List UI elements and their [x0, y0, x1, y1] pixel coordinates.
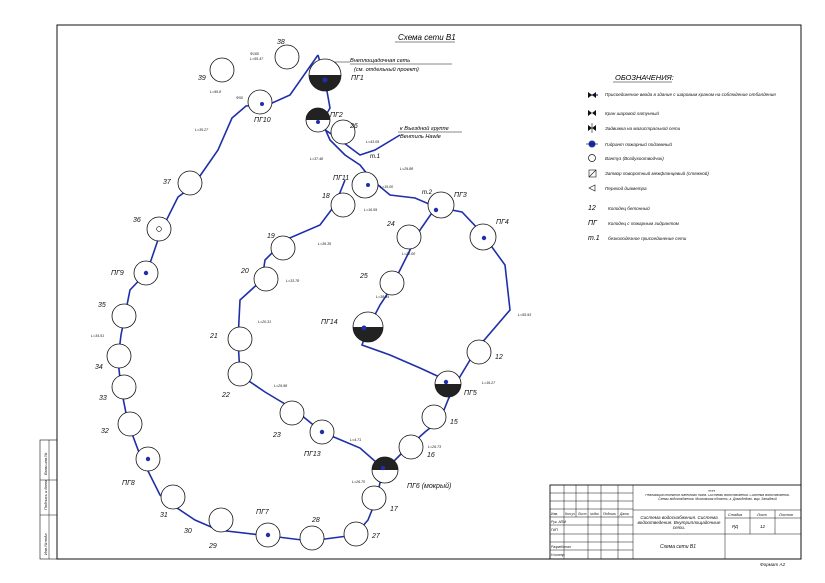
tb-col-1: Изм. — [551, 512, 559, 516]
well-35[interactable] — [112, 304, 136, 328]
hydrant-labels — [111, 75, 509, 516]
ball-valve-icon — [588, 110, 596, 116]
label-15: 15 — [450, 419, 458, 426]
well-20[interactable] — [254, 267, 278, 291]
note-t2: т.2 — [422, 190, 432, 196]
label-21: 21 — [210, 333, 218, 340]
label-35: 35 — [98, 302, 106, 309]
well-27[interactable] — [344, 522, 368, 546]
stamp-sign: Подпись и дата — [43, 479, 48, 510]
title-block — [550, 485, 801, 559]
label-pg7: ПГ7 — [256, 509, 269, 516]
well-31[interactable] — [161, 485, 185, 509]
label-27: 27 — [372, 533, 380, 540]
label-24: 24 — [387, 221, 395, 228]
well-pg11[interactable] — [352, 172, 378, 198]
legend-text-1: Присоединение ввода в здание с шаровым краном на соблюдение отбалдения — [605, 92, 776, 97]
label-16: 16 — [427, 452, 435, 459]
tb-col-2: Кол.уч — [565, 512, 575, 516]
label-34: 34 — [95, 364, 103, 371]
label-38: 38 — [277, 39, 285, 46]
pipe-l-4: L=37.48 — [310, 157, 324, 161]
label-pg3: ПГ3 — [454, 192, 467, 199]
fittings-layer — [144, 78, 486, 538]
legend-key-10: т.1 — [588, 235, 600, 242]
label-pg6: ПГ6 (мокрый) — [407, 483, 452, 490]
pipe-l-13: L=20.31 — [258, 320, 272, 324]
well-15[interactable] — [422, 405, 446, 429]
tb-col-5: Подпись — [603, 512, 617, 516]
butterfly-valve-icon — [589, 170, 596, 177]
well-22[interactable] — [228, 362, 252, 386]
well-28[interactable] — [300, 526, 324, 550]
tb-col-4: №док — [590, 512, 599, 516]
well-labels — [95, 39, 503, 550]
well-29[interactable] — [209, 508, 233, 532]
label-37: 37 — [163, 179, 171, 186]
tb-col-6: Дата — [620, 512, 629, 516]
pipe-l-6: L=29.88 — [400, 167, 414, 171]
label-30: 30 — [184, 528, 192, 535]
pipe-l-5: L=43.09 — [366, 140, 380, 144]
pipe-l-19: L=55.93 — [518, 313, 532, 317]
well-24[interactable] — [397, 225, 421, 249]
sheet-title: Схема сети В1 — [398, 33, 456, 42]
label-pg8: ПГ8 — [122, 480, 135, 487]
label-pg9: ПГ9 — [111, 270, 124, 277]
well-16[interactable] — [399, 435, 423, 459]
label-29: 29 — [209, 543, 217, 550]
wells-layer — [107, 45, 496, 550]
label-pg5: ПГ5 — [464, 390, 477, 397]
tb-role-2: ГИП — [551, 528, 558, 532]
legend-heading: ОБОЗНАЧЕНИЯ: — [615, 73, 674, 82]
label-pg1: ПГ1 — [351, 75, 364, 82]
label-33: 33 — [99, 395, 107, 402]
well-23[interactable] — [280, 401, 304, 425]
well-37[interactable] — [178, 171, 202, 195]
label-22: 22 — [222, 392, 230, 399]
well-12[interactable] — [467, 340, 491, 364]
legend-key-8: 12 — [588, 205, 596, 212]
pipe-l-15: L=4.71 — [350, 438, 362, 442]
label-25: 25 — [360, 273, 368, 280]
note-entry-group: к Въездной группе — [400, 126, 449, 132]
tb-role-1: Рук. АПМ — [551, 520, 566, 524]
pipe-d-2: Ф50 — [236, 96, 243, 100]
sheet-format: Формат А2 — [760, 562, 786, 567]
label-17: 17 — [390, 506, 398, 513]
pipe-l-20: L=34.51 — [91, 334, 105, 338]
label-18: 18 — [322, 193, 330, 200]
pipe-l-1: L=55.47 — [250, 57, 264, 61]
note-hawle: Вентиль Hawle — [400, 134, 441, 140]
legend-key-9: ПГ — [588, 220, 597, 227]
pipe-l-12: L=38.94 — [376, 295, 390, 299]
reducer-icon — [589, 185, 595, 191]
note-t1: т.1 — [370, 154, 380, 160]
well-18[interactable] — [331, 193, 355, 217]
legend-text-5: Вантуз (Воздухоотводчик) — [605, 156, 664, 161]
pipe-l-9: L=36.35 — [318, 242, 332, 246]
label-32: 32 — [101, 428, 109, 435]
stamp-inv: Инв.№подл. — [43, 532, 48, 555]
note-existing-network-sub: (см. отдельный проект) — [354, 67, 419, 73]
well-39[interactable] — [210, 58, 234, 82]
tb-sheet-h: Лист — [757, 513, 767, 517]
tb-sheets-h: Листов — [779, 513, 793, 517]
label-28: 28 — [312, 517, 320, 524]
tb-sheet-name: Система водоснабжения. Система водоотведения. Внутриплощадочные сети. — [637, 515, 721, 531]
label-36: 36 — [133, 217, 141, 224]
well-38[interactable] — [275, 45, 299, 69]
stamp-ref: Взам.инв.№ — [43, 452, 48, 475]
legend-text-2: Кран шаровой латунный — [605, 111, 659, 116]
legend — [586, 73, 776, 242]
pipe-l-18: L=26.73 — [428, 445, 442, 449]
note-existing-network: Внеплощадочная сеть — [350, 58, 411, 64]
legend-text-6: Затвор поворотный межфланцевый (стяжной) — [605, 171, 709, 176]
well-21[interactable] — [228, 327, 252, 351]
label-19: 19 — [267, 233, 275, 240]
tb-drawing: Схема сети В1 — [660, 544, 697, 550]
label-pg11: ПГ11 — [333, 175, 350, 182]
well-pg10[interactable] — [248, 90, 272, 114]
legend-text-8: Колодец бетонный — [608, 206, 650, 211]
pipe-l-10: L=33.78 — [286, 279, 300, 283]
legend-text-7: Переход диаметра — [605, 186, 647, 191]
pipe-l-11: L=20.00 — [402, 252, 416, 256]
well-25[interactable] — [380, 271, 404, 295]
well-17[interactable] — [362, 486, 386, 510]
tb-col-3: Лист — [578, 512, 587, 516]
label-20: 20 — [241, 268, 249, 275]
tb-stage: РД — [732, 524, 738, 529]
label-31: 31 — [160, 512, 168, 519]
label-pg4: ПГ4 — [496, 219, 509, 226]
label-12: 12 — [495, 354, 503, 361]
label-26: 26 — [350, 123, 358, 130]
pipe-l-14: L=29.98 — [274, 384, 288, 388]
legend-text-9: Колодец с пожарным гидрантом — [608, 221, 679, 226]
tb-sheet: 12 — [760, 524, 766, 529]
gate-valve-icon — [588, 123, 596, 133]
tb-code: **** — [708, 489, 716, 494]
hydrant-icon — [586, 141, 598, 148]
legend-text-3: Задвижка на магистральной сети — [605, 126, 681, 131]
pipe-l-2: L=95.8 — [210, 90, 222, 94]
well-34[interactable] — [107, 344, 131, 368]
air-valve-icon — [589, 155, 596, 162]
label-23: 23 — [273, 432, 281, 439]
label-pg10: ПГ10 — [254, 117, 271, 124]
label-39: 39 — [198, 75, 206, 82]
tb-project: Реализация объектов линейного типа. Системы водоснабжения. Система водоснабжения. Схемы водоснабжения. Московская область, г. Домодедово. мкр. Западный — [645, 494, 790, 501]
pipe-l-8: L=16.59 — [364, 208, 378, 212]
well-33[interactable] — [112, 375, 136, 399]
label-pg13: ПГ13 — [304, 451, 321, 458]
label-pg14: ПГ14 — [321, 319, 338, 326]
tb-stage-h: Стадия — [728, 513, 743, 517]
pipe-l-3: L=35.27 — [195, 128, 209, 132]
tb-role-3: Разработал — [551, 545, 571, 549]
pipe-l-16: L=26.70 — [352, 480, 366, 484]
pipe-d-1: Ф160 — [250, 52, 259, 56]
pipe-l-17: L=16.27 — [482, 381, 496, 385]
pipe-l-7: L=15.00 — [380, 185, 394, 189]
tb-role-4: Н.контр. — [551, 553, 566, 557]
well-32[interactable] — [118, 412, 142, 436]
legend-text-4: Гидрант пожарный подземный — [605, 142, 672, 147]
legend-text-10: безколодезное присоединение сети — [608, 236, 687, 241]
valve-tap-icon — [588, 92, 598, 98]
label-pg2: ПГ2 — [330, 112, 343, 119]
